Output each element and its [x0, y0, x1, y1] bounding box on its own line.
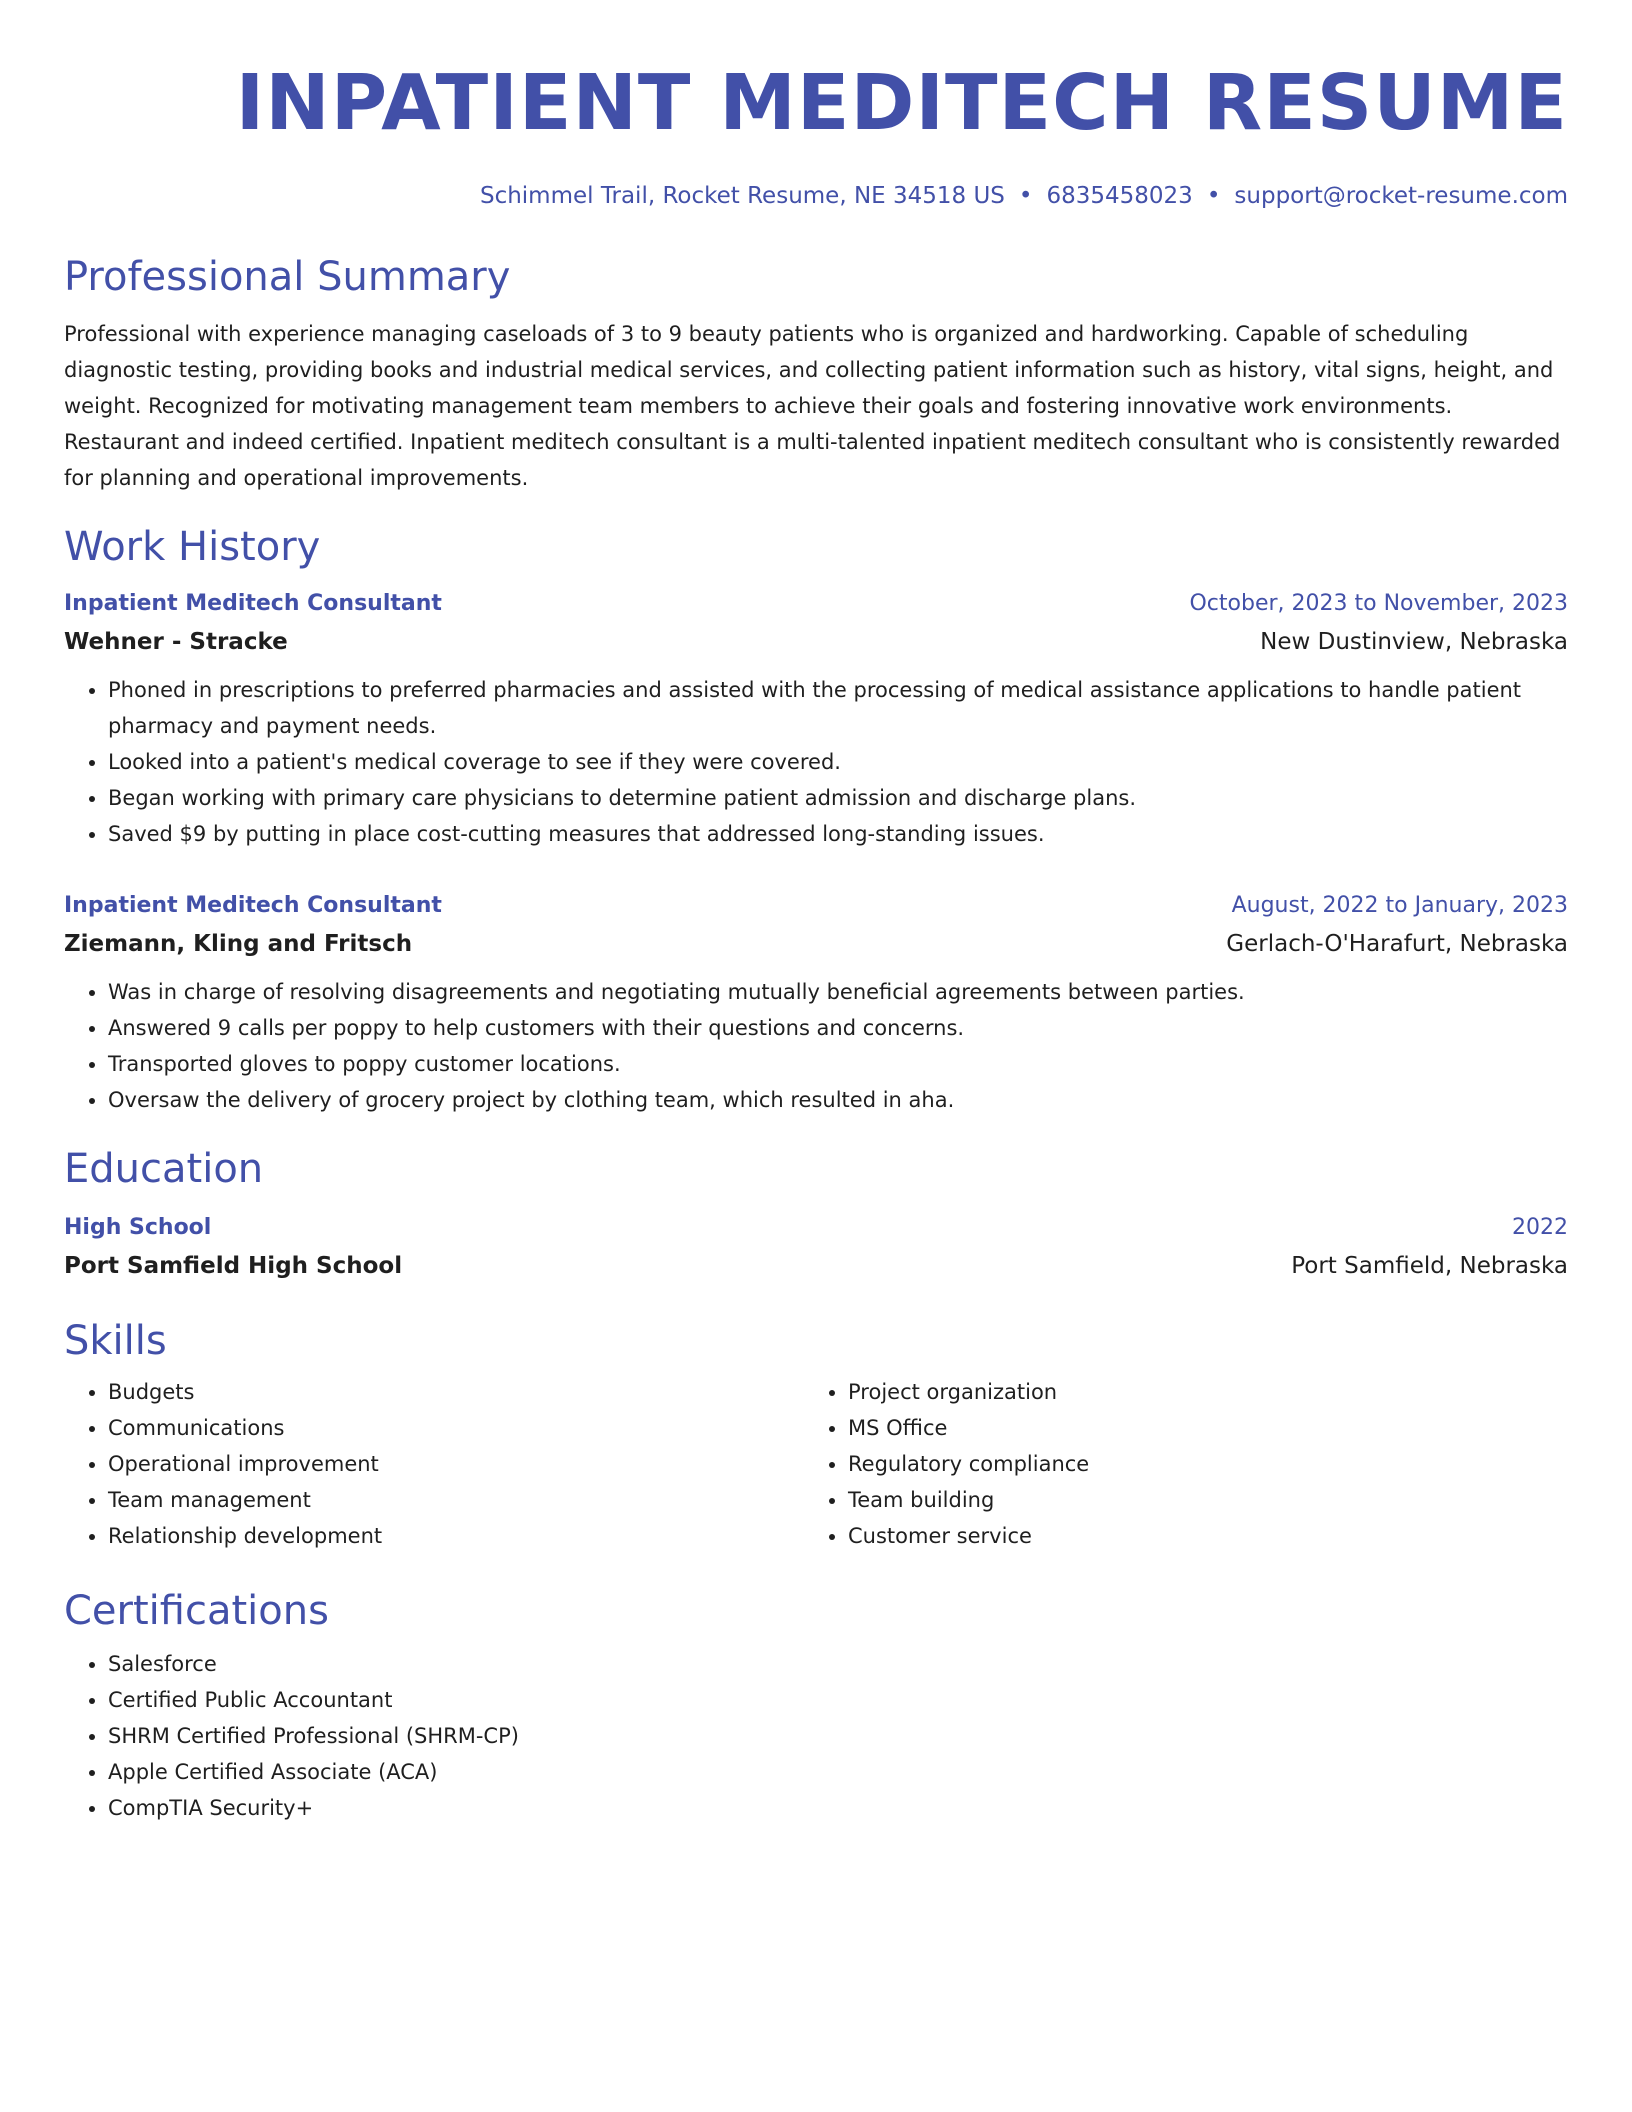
list-item: • CompTIA Security+: [108, 1790, 1568, 1826]
contact-phone: 6835458023: [1046, 183, 1193, 209]
list-item: • Phoned in prescriptions to preferred pharmacies and assisted with the processing of medical assistance applications to handle patient pharmacy and payment needs.: [108, 672, 1568, 744]
job-location: New Dustinview, Nebraska: [1260, 629, 1568, 655]
skills-column-left: [64, 1374, 804, 1554]
education-heading: Education: [64, 1146, 264, 1192]
list-item: • MS Office: [848, 1410, 1544, 1446]
education-location: Port Samfield, Nebraska: [1291, 1253, 1568, 1279]
job-entry: [64, 586, 1568, 852]
education-school: Port Samfield High School: [64, 1253, 403, 1279]
summary-heading: Professional Summary: [64, 254, 511, 300]
list-item: • Transported gloves to poppy customer locations.: [108, 1046, 1568, 1082]
work-history-heading: Work History: [64, 524, 321, 570]
list-item: • Operational improvement: [108, 1446, 804, 1482]
job-dates: October, 2023 to November, 2023: [1189, 591, 1568, 616]
list-item: • Communications: [108, 1410, 804, 1446]
list-item: • Began working with primary care physicians to determine patient admission and discharge plans.: [108, 780, 1568, 816]
list-item: • Customer service: [848, 1518, 1544, 1554]
contact-separator: •: [1206, 183, 1221, 209]
job-title: Inpatient Meditech Consultant: [64, 893, 442, 918]
job-location: Gerlach-O'Harafurt, Nebraska: [1226, 931, 1568, 957]
list-item: • Was in charge of resolving disagreements and negotiating mutually beneficial agreements between parties.: [108, 974, 1568, 1010]
job-dates: August, 2022 to January, 2023: [1231, 893, 1568, 918]
list-item: • Looked into a patient's medical coverage to see if they were covered.: [108, 744, 1568, 780]
list-item: • Answered 9 calls per poppy to help customers with their questions and concerns.: [108, 1010, 1568, 1046]
list-item: • Regulatory compliance: [848, 1446, 1544, 1482]
list-item: • Project organization: [848, 1374, 1544, 1410]
certifications-list: [64, 1646, 1568, 1826]
skills-column-right: [804, 1374, 1544, 1554]
skills-list: [64, 1374, 1568, 1554]
education-year: 2022: [1512, 1215, 1568, 1240]
list-item: • SHRM Certified Professional (SHRM-CP): [108, 1718, 1568, 1754]
list-item: • Oversaw the delivery of grocery project by clothing team, which resulted in aha.: [108, 1082, 1568, 1118]
job-title: Inpatient Meditech Consultant: [64, 591, 442, 616]
list-item: • Relationship development: [108, 1518, 804, 1554]
list-item: • Team management: [108, 1482, 804, 1518]
education-degree: High School: [64, 1215, 212, 1240]
list-item: • Budgets: [108, 1374, 804, 1410]
list-item: • Apple Certified Associate (ACA): [108, 1754, 1568, 1790]
list-item: • Certified Public Accountant: [108, 1682, 1568, 1718]
job-company: Wehner - Stracke: [64, 629, 288, 655]
job-bullets: [64, 672, 1568, 852]
certifications-heading: Certifications: [64, 1588, 329, 1634]
list-item: • Team building: [848, 1482, 1544, 1518]
contact-separator: •: [1018, 183, 1033, 209]
education-entry: [64, 1210, 1568, 1286]
list-item: • Salesforce: [108, 1646, 1568, 1682]
contact-address: Schimmel Trail, Rocket Resume, NE 34518 US: [479, 183, 1005, 209]
summary-text: Professional with experience managing caseloads of 3 to 9 beauty patients who is organized and hardworking. Capable of scheduling diagnostic testing, providing books and industrial medical services, and collecting patient information such as history, vital signs, height, and weight. Recognized for motivating management team members to achieve their goals and fostering innovative work environments. Restaurant and indeed certified. Inpatient meditech consultant is a multi-talented inpatient meditech consultant who is consistently rewarded for planning and operational improvements.: [64, 322, 1561, 490]
contact-line: [64, 180, 1568, 212]
resume-name: INPATIENT MEDITECH RESUME: [235, 59, 1568, 148]
list-item: • Saved $9 by putting in place cost-cutting measures that addressed long-standing issues.: [108, 816, 1568, 852]
job-bullets: [64, 974, 1568, 1118]
contact-email: support@rocket-resume.com: [1234, 183, 1568, 209]
job-entry: [64, 888, 1568, 1118]
job-company: Ziemann, Kling and Fritsch: [64, 931, 413, 957]
resume-header: [64, 0, 1568, 212]
skills-heading: Skills: [64, 1318, 167, 1364]
